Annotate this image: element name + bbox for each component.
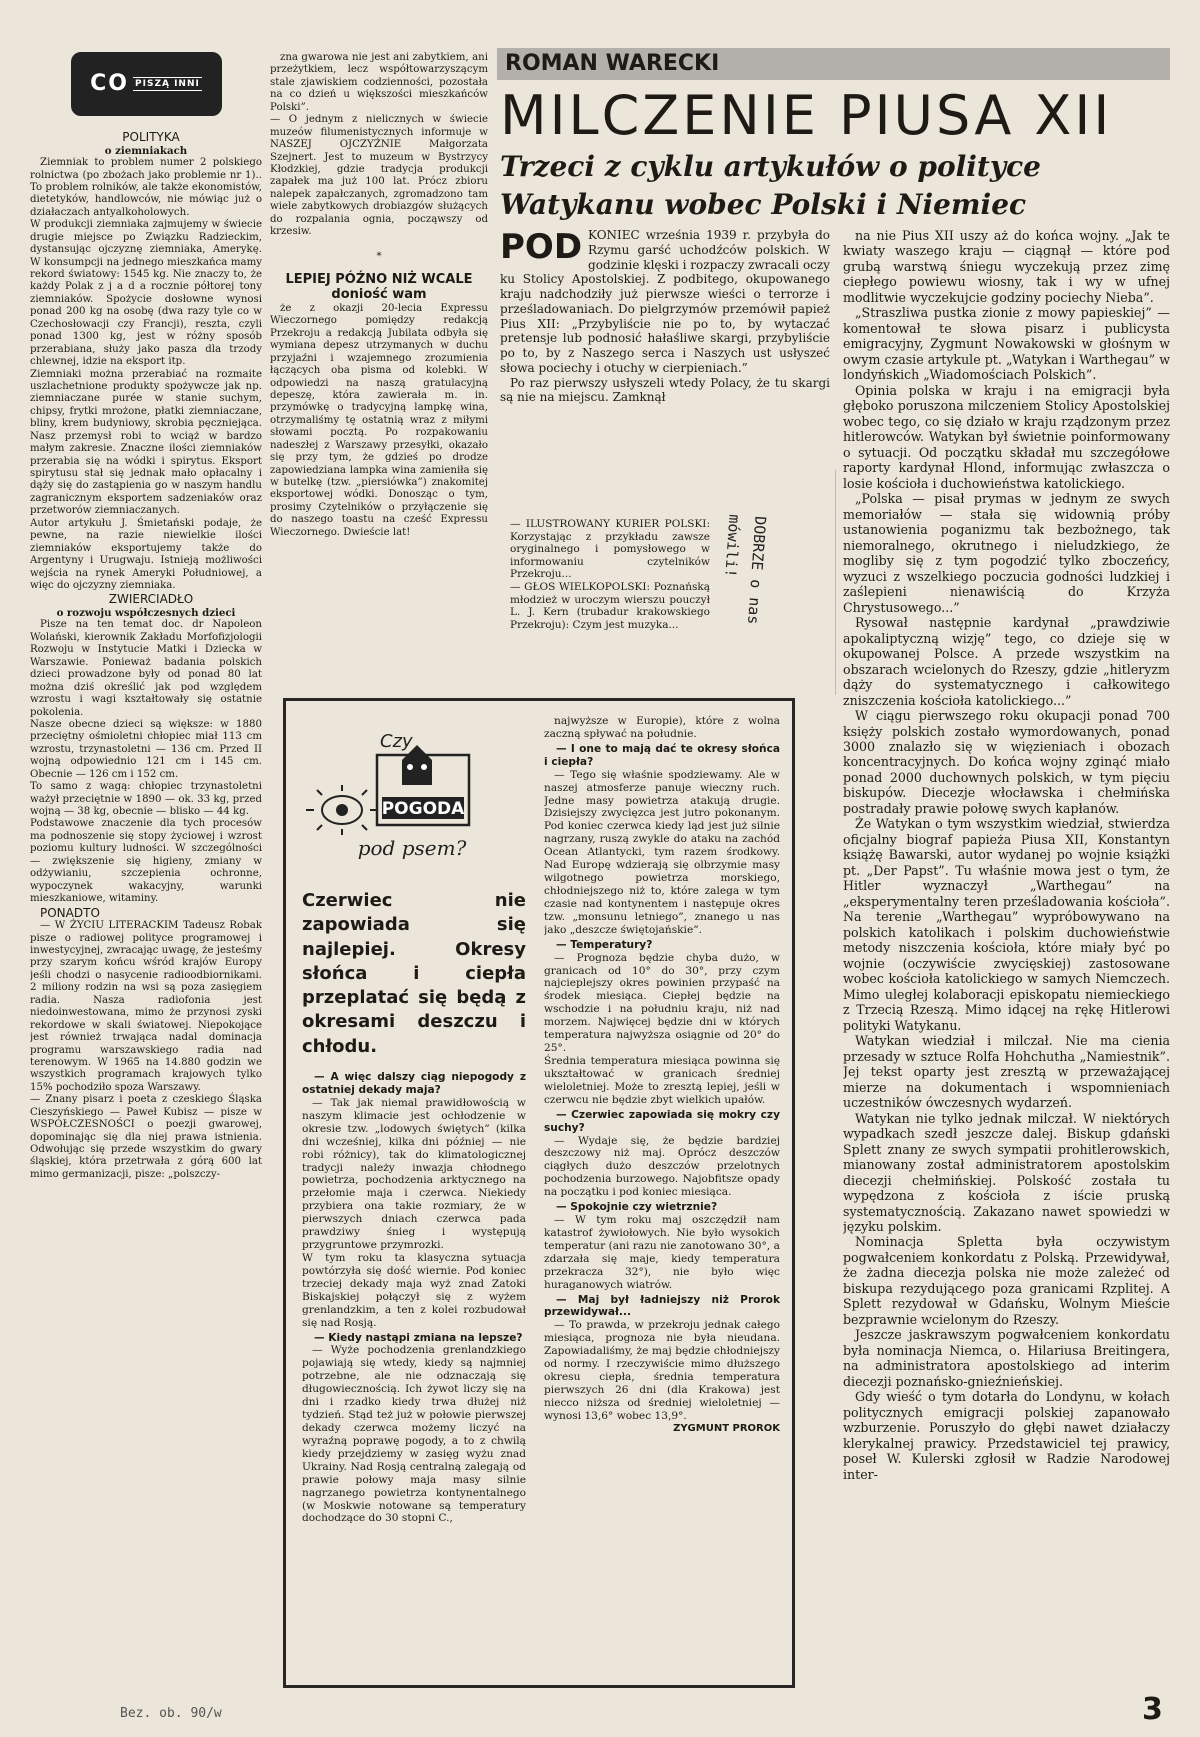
section-heading-ponadto: PONADTO (40, 905, 100, 920)
weather-answer: — Tak jak niemal prawidłowością w naszym klimacie jest ochłodzenie w okresie tzw. „lodowych świętych” (kilka dni wcześniej, kilka dni później — nie robi różnicy), tak do klimatologicznej tradycji należy inwazja chłodnego powietrza, pochodzenia arktycznego na przełomie maja i czerwca. Niekiedy przybiera ona takie rozmiary, że w pierwszych dniach czerwca pada prawdziwy śnieg i występują przygruntowe przymrozki. W tym roku ta klasyczna sytuacja powtórzyła się dość wiernie. Pod koniec trzeciej dekady maja wyż znad Zatoki Biskajskiej połączył się z wyżem grenlandzkim, a ten z kolei rozbudował się nad Rosją. (302, 1096, 526, 1329)
weather-answer: — Wydaje się, że będzie bardziej deszczowy niż maj. Oprócz deszczów ciągłych dużo deszczów przelotnych pochodzenia burzowego. Najobfitsze opady na początku i pod koniec miesiąca. (544, 1134, 780, 1199)
article-title: MILCZENIE PIUSA XII (500, 84, 1113, 147)
graphic-pod-psem-text: pod psem? (357, 836, 467, 860)
section-heading-polityka: POLITYKA (122, 130, 180, 144)
weather-question: — Maj był ładniejszy niż Prorok przewidywał... (544, 1293, 780, 1319)
article-paragraph: „Straszliwa pustka zionie z mowy papieskiej” — komentował te słowa pisarz i publicysta emigracyjny, Zygmunt Nowakowski w głośnym w owym czasie artykule pt. „Watykan i Warthegau” w londyńskich „Wiadomościach Polskich”. (843, 305, 1170, 383)
weather-answer: — Tego się właśnie spodziewamy. Ale w naszej atmosferze panuje wieczny ruch. Jedne masy powietrza atakują drugie. Dzisiejszy zwycięzca jest jutro pokonanym. Pod koniec czerwca kiedy ląd jest już silnie nagrzany, ruszą zwykle do ataku na zachód Ocean Atlantycki, tym razem środkowy. Nad Europę wdzierają się olbrzymie masy wilgotnego powietrza morskiego, chłodniejszego niż to, które zalega w tym czasie nad kontynentem i następuje okres tzw. „monsunu letniego”, znanego u nas jako „deszcze świętojańskie”. (544, 768, 780, 936)
dobrze-o-nas-quotes (510, 518, 710, 631)
dog-illustration (302, 715, 512, 875)
weather-answer: — To prawda, w przekroju jednak całego miesiąca, prognoza nie była nieudana. Zapowiadaliśmy, że maj będzie chłodniejszy od normy. I rzeczywiście mimo dłuższego okresu ciepła, średnia temperatura pierwszych 26 dni (dla Krakowa) jest niecco niższa od średniej wieloletniej — wynosi 13,6° wobec 13,9°. (544, 1319, 780, 1422)
article-paragraph: Nominacja Spletta była oczywistym pogwałceniem konkordatu z Polską. Przewidywał, że żadna diecezja polska nie może zależeć od biskupa rezydującego poza granicami Rzplitej. A Splett rezydował w Gdańsku, Wolnym Mieście bezprawnie wcielonym do Rzeszy. (843, 1234, 1170, 1327)
weather-lead: Czerwiec nie zapowiada się najlepiej. Okresy słońca i ciepła przeplatać się będą z okresami deszczu i chłodu. (302, 890, 526, 1057)
weather-question: — Spokojnie czy wietrznie? (556, 1201, 718, 1214)
article-paragraph: Watykan nie tylko jednak milczał. W niektórych wypadkach szedł jeszcze dalej. Biskup gdański Splett znany ze swych sympatii prohitlerowskich, mianowany został administratorem apostolskim diecezji chełmińskiej. Polskość została tu wypędzona z kościoła z iście pruską systematycznością. Zakazano nawet spowiedzi w języku polskim. (843, 1110, 1170, 1234)
weather-answer: — Prognoza będzie chyba dużo, w granicach od 10° do 30°, przy czym najcieplejszy okres powinien przypaść na środek miesiąca. Ciepłej będzie na wschodzie i na południu kraju, niż nad morzem. Najwięcej będzie dni w których temperatura najwyższa osiągnie od 20° do 25°. Średnia temperatura miesiąca powinna się ukształtować w granicach średniej wieloletniej. Może to zresztą lepiej, jeśli w czerwcu nie będzie zbyt wielkich upałów. (544, 951, 780, 1106)
archive-mark: Bez. ob. 90/w (120, 1706, 222, 1721)
article-paragraph: Gdy wieść o tym dotarła do Londynu, w kołach politycznych emigracji polskiej zapanowało wzburzenie. Poruszyło do głębi nawet działaczy klerykalnej prawicy. Przedstawiciel tej prawicy, poseł W. Kulerski zgłosił w Radzie Narodowej inter- (843, 1389, 1170, 1482)
intro-paragraph-2: Po raz pierwszy usłyszeli wtedy Polacy, że tu skargi są nie na miejscu. Zamknął (500, 375, 830, 405)
article-paragraph: W ciągu pierwszego roku okupacji ponad 700 księży polskich zostało wymordowanych, ponad 3000 znalazło się w więzieniach i obozach koncentracyjnych. Do końca wojny zginąć miało ponad 2000 duchownych polskich, w tym pięciu biskupów. Diecezje włocławska i chełmińska postradały prawie połowę swych kapłanów. (843, 708, 1170, 816)
pogoda-pod-psem-graphic (302, 715, 512, 875)
section-sub-ziemniaki: o ziemniakach (104, 144, 188, 157)
page-number: 3 (1142, 1692, 1163, 1727)
article-paragraph: na nie Pius XII uszy aż do końca wojny. „Jak te kwiaty waszego kraju — ciągnął — które pod grubą warstwą śniegu wyczekują przez zimę ciepłego powiewu wiosny, tak i wy w ufnej modlitwie wyczekujcie godziny pociechy Nieba”. (843, 228, 1170, 305)
weather-answer: najwyższe w Europie), które z wolna zaczną spływać na południe. (544, 715, 780, 740)
article-paragraph: Że Watykan o tym wszystkim wiedział, stwierdza oficjalny biograf papieża Piusa XII, Konstantyn książę Bawarski, autor wydanej po wojnie książki pt. „Der Papst”. Tu właśnie mowa jest o tym, że Hitler wyznaczył „Warthegau” na „eksperymentalny teren prześladowania kościoła”. Na terenie „Warthegau” wypróbowywano na polskich katolikach i polskim duchowieństwie metody niszczenia kościoła, które miały być po wojnie (oczywiście zwycięskiej) zastosowane wobec kościoła katolickiego w samych Niemczech. Mimo uległej kolaboracji episkopatu niemieckiego z Trzecią Rzeszą. Mimo idącej na rękę Hitlerowi polityki Watykanu. (843, 816, 1170, 1033)
intro-paragraph-1: KONIEC września 1939 r. przybyła do Rzymu garść uchodźców polskich. W godzinie klęski i rozpaczy zwracali oczy ku Stolicy Apostolskiej. Z podbitego, okupowanego kraju nadchodziły już pierwsze wieści o terrorze i prześladowaniach. Do pielgrzymów przemówił papież Pius XII: „Przybyliście nie po to, by wytaczać pretensje lub podnosić hałaśliwe skargi, przybyliście po to, by z Naszego serca i Naszych ust usłyszeć słowa pociechy i otuchy w cierpieniach.” (500, 228, 830, 375)
weather-question: — Kiedy nastąpi zmiana na lepsze? (314, 1331, 523, 1344)
column-co-pisza-inni (30, 52, 262, 1732)
heading-lepiej-pozno: LEPIEJ PÓŹNO NIŻ WCALE doniość wam (285, 272, 473, 302)
article-paragraph: „Polska — pisał prymas w jednym ze swych memoriałów — stała się widownią próby ustanowienia poganizmu tak bezbożnego, tak niemoralnego, okrutnego i nieludzkiego, że mogliby się z tym pogodzić tylko zboczeńcy, wyzuci z wszelkiego poczucia godności ludzkiej i zaślepieni nienawiścią do Krzyża Chrystusowego...” (843, 491, 1170, 615)
section-text-dzieci: Pisze na ten temat doc. dr Napoleon Wolański, kierownik Zakładu Morfofizjologii Rozwoju w Instytucie Matki i Dziecka w Warszawie. Ponieważ badania polskich dzieci prowadzone były od ponad 80 lat można dziś określić jak pod względem wzrostu i wagi kształtowały się ostatnie pokolenia. Nasze obecne dzieci są większe: w 1880 przeciętny ośmioletni chłopiec miał 113 cm wzrostu, trzynastoletni — 136 cm. Przed II wojną odpowiednio 121 cm i 145 cm. Obecnie — 126 cm i 152 cm. To samo z wagą: chłopiec trzynastoletni ważył przeciętnie w 1890 — ok. 33 kg, przed wojną — 38 kg, obecnie — blisko — 44 kg. Podstawowe znaczenie dla tych procesów ma podnoszenie się stopy życiowej i wzrost poziomu kultury ludności. W szczególności — zwiększenie się higieny, zmiany w odżywianiu, szczepienia ochronne, wypoczynek wakacyjny, warunki mieszkaniowe, witaminy. (30, 619, 262, 905)
weather-qa-left (302, 1071, 526, 1525)
continued-text: zna gwarowa nie jest ani zabytkiem, ani przeżytkiem, lecz współtowarzyszącym stale zjawiskiem codzienności, pozostała na co dzień u większości mieszkańców Polski”. — O jednym z nielicznych w świecie muzeów filumenistycznych informuje w NASZEJ OJCZYŹNIE Małgorzata Szejnert. Jest to muzeum w Bystrzycy Kłodzkiej, gdzie tradycja produkcji zapałek ma już 100 lat. Prócz zbioru nalepek zapałczanych, zgromadzono tam wiele zabytkowych drobiazgów służących do rozpalania ognia, począwszy od krzesiw. (270, 52, 488, 238)
section-text-ponadto: — W ŻYCIU LITERACKIM Tadeusz Robak pisze o radiowej polityce programowej i inwestycyjnej, zwracając uwagę, że jesteśmy przy szarym końcu wśród krajów Europy jeśli chodzi o nasycenie radioodbiornikami. 2 miliony rodzin na wsi są poza zasięgiem radia. Nasza radiofonia jest niedoinwestowana, mimo że przynosi zyski rekordowe w skali światowej. Niepokojące jest również trwająca nadal dominacja programu warszawskiego radia nad terenowym. W 1965 na 14.880 godzin we wszystkich programach krajowych tylko 15% pochodziło spoza Warszawy. — Znany pisarz i poeta z czeskiego Śląska Cieszyńskiego — Paweł Kubisz — pisze w WSPÓŁCZESNOŚCI o poezji gwarowej, dopominając się dla niej prawa istnienia. Odwołując się przede wszystkim do gwary śląskiej, która przetrwała z górą 600 lat mimo germanizacji, pisze: „polszczy- (30, 920, 262, 1180)
handwritten-dobrze-o-nas: DOBRZE o nas mówili! (721, 513, 770, 625)
lepiej-pozno-text: że z okazji 20-lecia Expressu Wieczornego pomiędzy redakcją Przekroju a redakcją Jubilata odbyła się wymiana depesz utrzymanych w duchu przyjaźni i wzajemnego zrozumienia łączących oba pisma od kolebki. W odpowiedzi na naszą gratulacyjną depeszę, która zawierała m. in. przymówkę o tradycyjną lampkę wina, otrzymaliśmy tę ostatnią wraz z miłymi słowami pocztą. Po rozpakowaniu nadeszłej z Warszawy przesyłki, okazało się przy tym, że gdzieś po drodze zapowiedziana lampka wina zamieniła się w butelkę (tzw. „piersiówka”) znakomitej eksportowej wódki. Donosząc o tym, prosimy Czytelników o przyłączenie się do naszego toastu na cześć Expressu Wieczornego. Dwieście lat! (270, 302, 488, 538)
article-author: ROMAN WARECKI (497, 48, 1170, 80)
section-heading-zwierciadlo: ZWIERCIADŁO (108, 592, 194, 607)
divider (835, 470, 836, 695)
drop-cap: POD (500, 228, 583, 267)
article-paragraph: Jeszcze jaskrawszym pogwałceniem konkordatu była nominacja Niemca, o. Hilariusa Breitingera, na administratora apostolskiego ad interim diecezji poznańsko-gnieźnieńskiej. (843, 1327, 1170, 1389)
section-sub-dzieci: o rozwoju współczesnych dzieci (56, 607, 236, 619)
weather-question: — A więc dalszy ciąg niepogody z ostatniej dekady maja? (302, 1071, 526, 1096)
article-paragraph: Rysował następnie kardynał „prawdziwie apokaliptyczną wizję” tego, co dzieje się w okupowanej Polsce. A przede wszystkim na obszarach wcielonych do Rzeszy, gdzie „hitleryzm dąży do systematycznego i całkowitego zniszczenia kościoła katolickiego...” (843, 615, 1170, 708)
article-intro (500, 228, 830, 460)
weather-column-left (302, 715, 526, 1665)
weather-answer: — W tym roku maj oszczędził nam katastrof żywiołowych. Nie było wysokich temperatur (ani razu nie zanotowano 30°, a zdarzała się maje, kiedy temperatura przekracza 32°), nie było więc huraganowych wiatrów. (544, 1214, 780, 1291)
column-continued (270, 52, 488, 652)
article-subtitle: Trzeci z cyklu artykułów o polityce Watykanu wobec Polski i Niemiec (500, 150, 1041, 221)
star-separator: * (376, 250, 382, 262)
co-pisza-inni-logo: CO PISZĄ INNI (71, 52, 222, 116)
quote-kurier: — ILUSTROWANY KURIER POLSKI: Korzystając z przykładu zawsze oryginalnego i pomysłowego w informowaniu czytelników Przekroju... (510, 518, 710, 581)
quote-glos: — GŁOS WIELKOPOLSKI: Poznańską młodzież w uroczym wierszu pouczył L. J. Kern (trubadur krakowskiego Przekroju): Czym jest muzyka... (510, 580, 710, 631)
weather-question: — I one to mają dać te okresy słońca i ciepła? (544, 742, 780, 768)
article-column-right (843, 228, 1170, 1698)
graphic-pogoda-text: POGODA (381, 799, 465, 819)
graphic-czy-text: Czy (380, 731, 413, 752)
weather-signature: ZYGMUNT PROROK (673, 1422, 780, 1434)
weather-answer: — Wyże pochodzenia grenlandzkiego pojawiają się wtedy, kiedy są najmniej potrzebne, ale nie odznaczają się długowiecznością. Ich żywot liczy się na dni i rzadko kiedy trwa dłużej niż tydzień. Stąd też już w połowie pierwszej dekady czerwca możemy liczyć na wyraźną poprawę pogody, a to z chwilą kiedy przejdziemy w zasięg wyżu znad Ukrainy. Nad Rosją centralną zalegają od prawie połowy maja masy silnie nagrzanego powietrza kontynentalnego (w Moskwie notowane są temperatury dochodzące do 30 stopni C., (302, 1344, 526, 1525)
weather-question: — Temperatury? (556, 938, 653, 951)
weather-question: — Czerwiec zapowiada się mokry czy suchy? (544, 1108, 780, 1134)
weather-qa-right (544, 715, 780, 1423)
article-paragraph: Watykan wiedział i milczał. Nie ma cienia przesady w sztuce Rolfa Hohchutha „Namiestnik”. Jej tekst oparty jest zresztą w przeważającej mierze na dokumentach i wspomnieniach uczestników ówczesnych wydarzeń. (843, 1033, 1170, 1111)
article-paragraph: Opinia polska w kraju i na emigracji była głęboko poruszona milczeniem Stolicy Apostolskiej wobec tego, co się działo w kraju rządzonym przez hitlerowców. Watykan był świetnie poinformowany o sytuacji. Od początku składał mu szczegółowe raporty kardynał Hlond, informując zwłaszcza o losie kościoła i duchowieństwa katolickiego. (843, 382, 1170, 491)
section-text-ziemniaki: Ziemniak to problem numer 2 polskiego rolnictwa (po zbożach jako problemie nr 1).. To problem rolników, ale także ekonomistów, dietetyków, handlowców, nie mówiąc już o działaczach antyalkoholowych. W produkcji ziemniaka zajmujemy w świecie drugie miejsce po Związku Radzieckim, dystansując ojczyznę ziemniaka, Amerykę. W konsumpcji na jednego mieszkańca mamy rekord światowy: 1545 kg. Nie znaczy to, że każdy Polak z j a d a rocznie półtorej tony ziemniaków. Spożycie dosłowne wynosi ponad 200 kg na osobę (dwa razy tyle co w Czechosłowacji czy Francji), reszta, czyli ponad 1300 kg, jest w różny sposób przerabiana, służy jako pasza dla trzody chlewnej, idzie na eksport itp. Ziemniaki można przerabiać na rozmaite uszlachetnione produkty spożywcze jak np. ziemniaczane purée w stanie suchym, chipsy, frytki mrożone, płatki ziemniaczane, bliny, krem budyniowy, skrobia pęczniejąca. Nasz przemysł robi to wciąż w bardzo małym zakresie. Znaczne ilości ziemniaków przerabia się na wódki i spirytus. Eksport spirytusu stał się jednak mało opłacalny i dąży się do zastąpienia go w naszym handlu zagranicznym eksportem sadzeniaków oraz przetworów ziemniaczanych. Autor artykułu J. Śmietański podaje, że pewne, na razie niewielkie ilości ziemniaków eksportujemy także do Argentyny i Urugwaju. Istnieją możliwości wejścia na rynek Ameryki Południowej, a więc do ojczyzny ziemniaka. (30, 157, 262, 591)
weather-column-right (544, 715, 780, 1675)
